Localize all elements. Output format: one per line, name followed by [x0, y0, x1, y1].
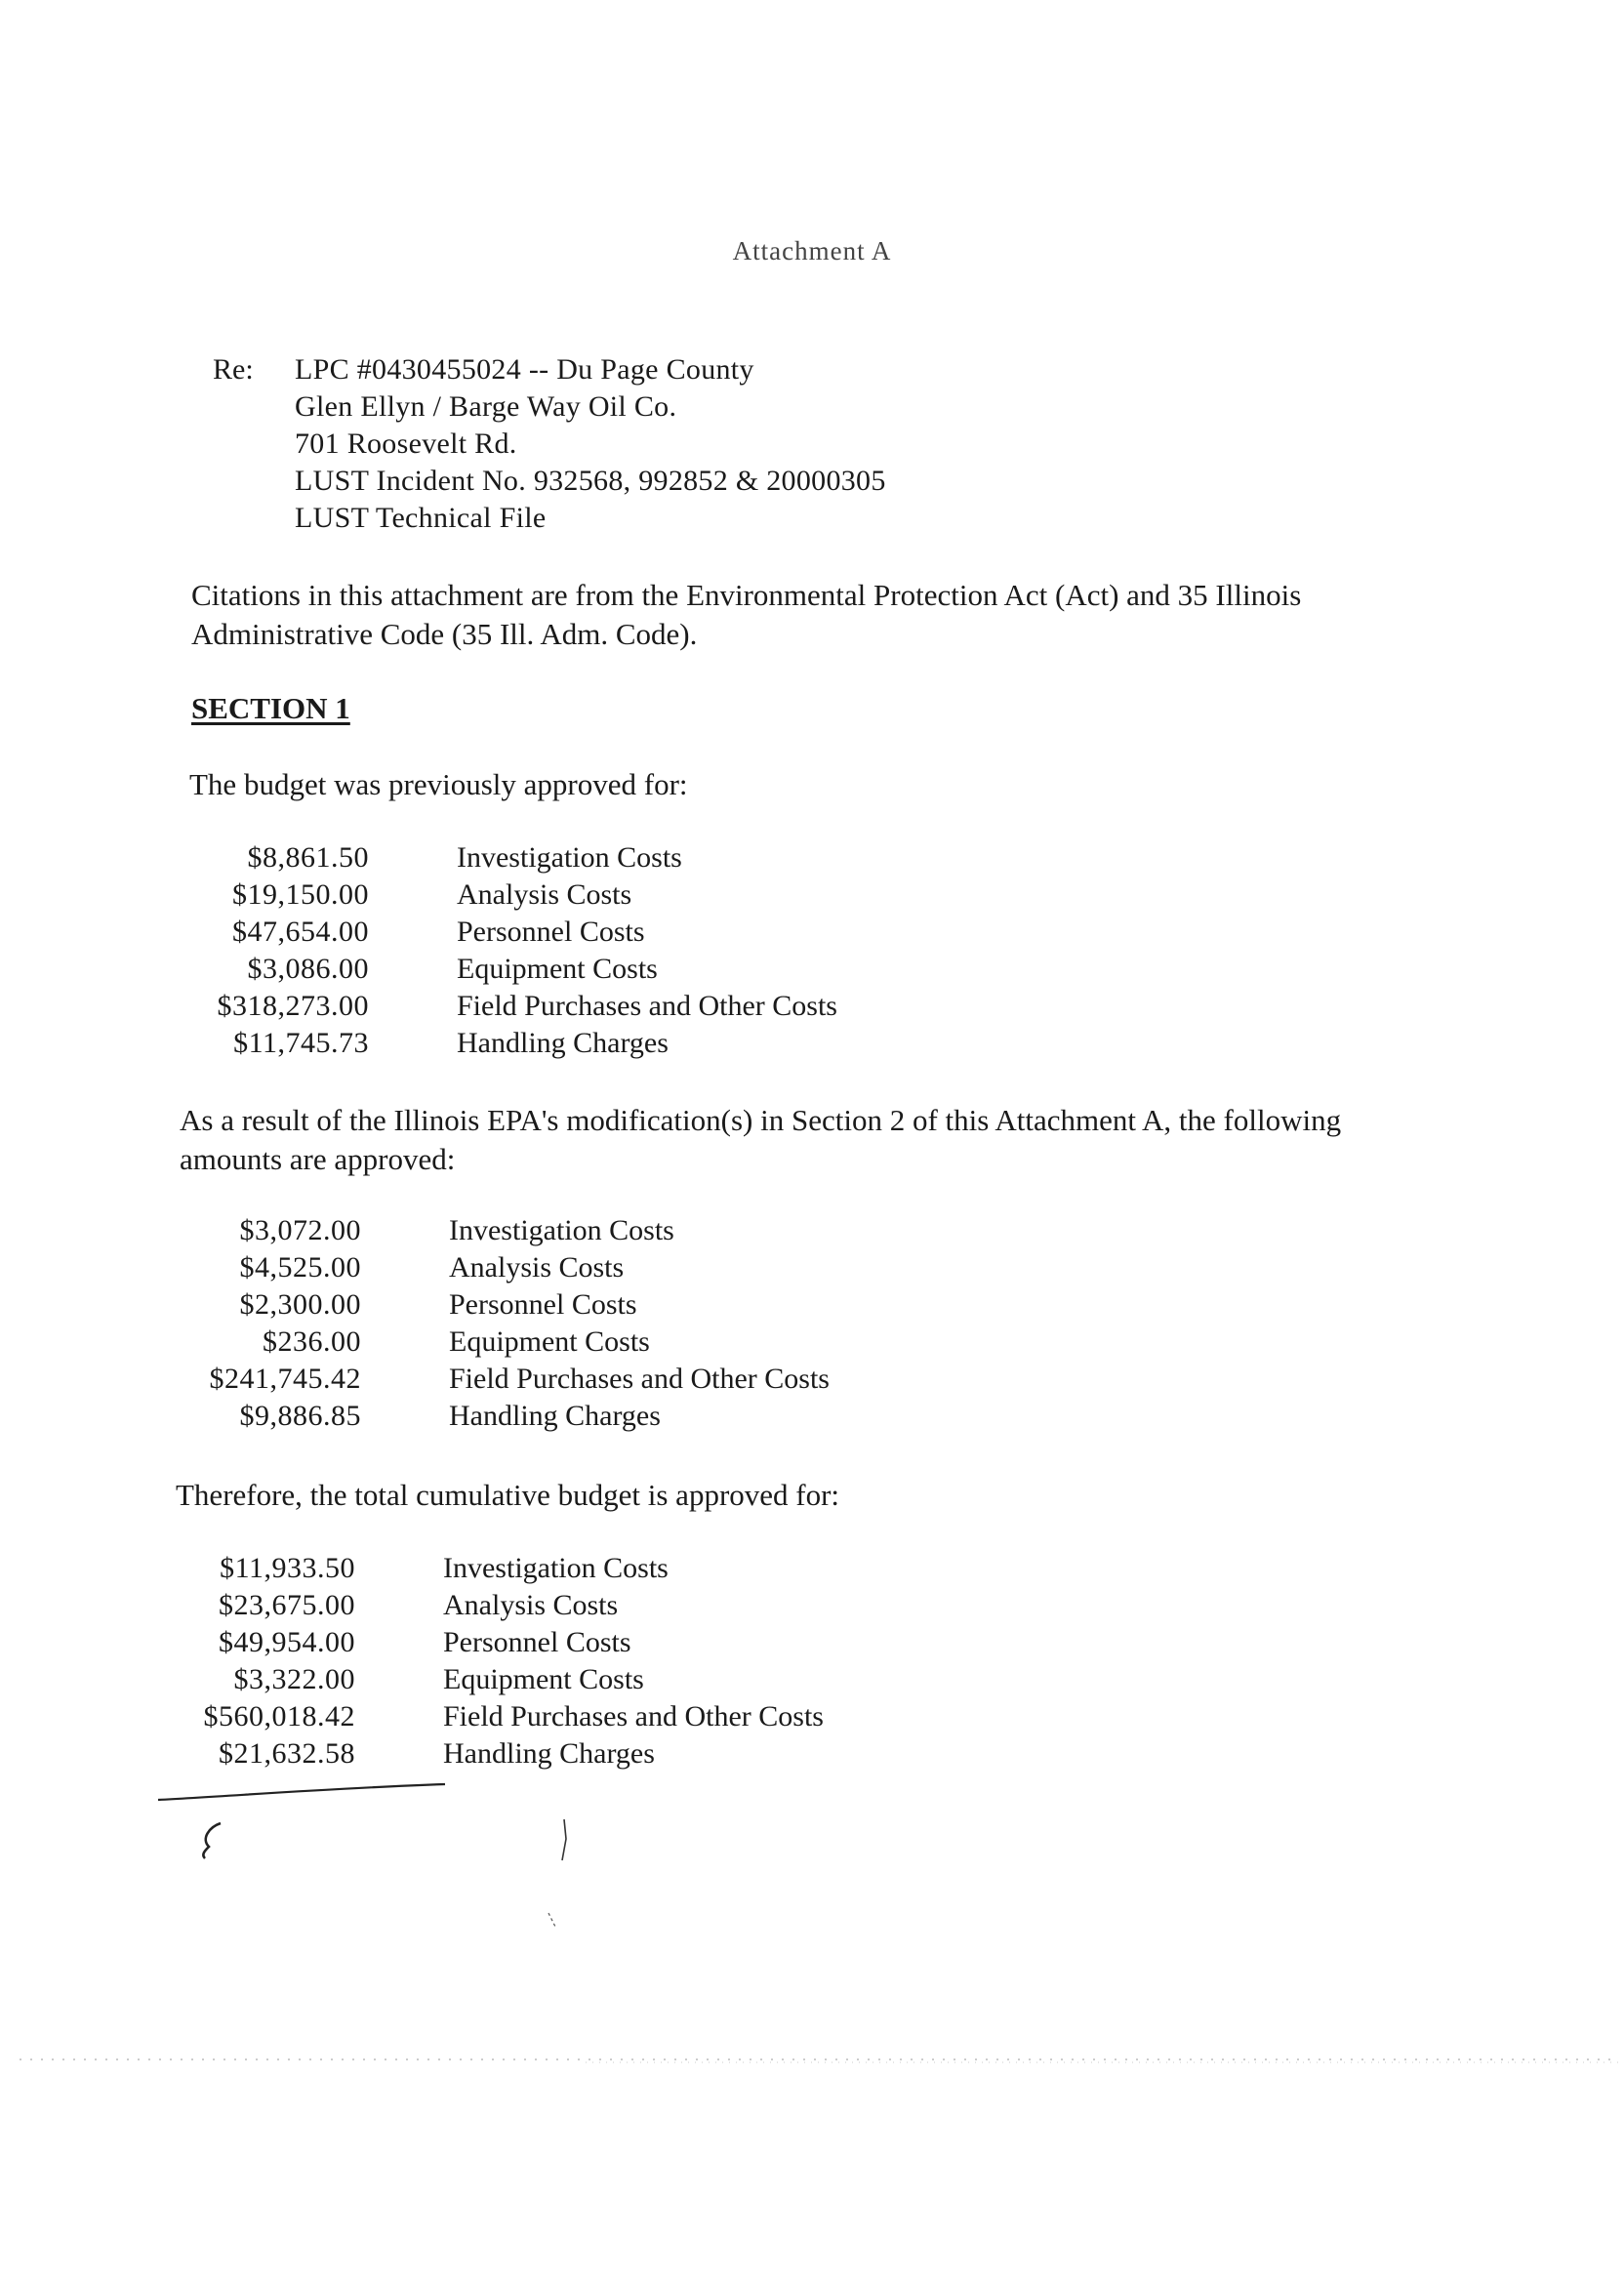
modification-line-1: As a result of the Illinois EPA's modification(s) in Section 2 of this Attachment A, the following — [180, 1103, 1342, 1137]
total-label-personnel: Personnel Costs — [443, 1626, 631, 1658]
previous-label-investigation: Investigation Costs — [457, 841, 682, 874]
re-line-lpc: LPC #0430455024 -- Du Page County — [295, 353, 754, 386]
total-amount-personnel: $49,954.00 — [219, 1626, 355, 1658]
re-label: Re: — [213, 353, 254, 386]
approved-label-analysis: Analysis Costs — [449, 1251, 625, 1284]
previous-amount-personnel: $47,654.00 — [232, 916, 369, 948]
approved-amount-equipment: $236.00 — [263, 1325, 361, 1358]
previous-amount-analysis: $19,150.00 — [232, 878, 369, 911]
total-label-equipment: Equipment Costs — [443, 1663, 644, 1695]
approved-label-equipment: Equipment Costs — [449, 1325, 650, 1358]
citations-line-2: Administrative Code (35 Ill. Adm. Code). — [191, 617, 698, 651]
approved-amount-investigation: $3,072.00 — [239, 1214, 361, 1246]
previous-amount-field-purchases: $318,273.00 — [217, 990, 369, 1022]
citations-line-1: Citations in this attachment are from the Environmental Protection Act (Act) and 35 Illinois — [191, 578, 1302, 612]
previous-amount-handling: $11,745.73 — [233, 1027, 369, 1059]
previous-label-handling: Handling Charges — [457, 1027, 669, 1059]
total-amount-analysis: $23,675.00 — [219, 1589, 355, 1621]
previous-label-field-purchases: Field Purchases and Other Costs — [457, 990, 837, 1022]
re-line-file: LUST Technical File — [295, 502, 547, 534]
handwritten-underline-mark — [156, 1778, 449, 1808]
total-label-analysis: Analysis Costs — [443, 1589, 619, 1621]
modification-line-2: amounts are approved: — [180, 1142, 456, 1176]
total-label-handling: Handling Charges — [443, 1737, 655, 1770]
approved-label-personnel: Personnel Costs — [449, 1288, 637, 1321]
total-amount-handling: $21,632.58 — [219, 1737, 355, 1770]
previous-intro: The budget was previously approved for: — [189, 767, 688, 801]
total-amount-field-purchases: $560,018.42 — [203, 1700, 355, 1732]
approved-amount-field-purchases: $241,745.42 — [209, 1363, 361, 1395]
re-line-incident: LUST Incident No. 932568, 992852 & 20000305 — [295, 465, 886, 497]
previous-label-equipment: Equipment Costs — [457, 953, 658, 985]
total-amount-investigation: $11,933.50 — [220, 1552, 355, 1584]
total-intro: Therefore, the total cumulative budget is approved for: — [176, 1478, 840, 1512]
re-line-site: Glen Ellyn / Barge Way Oil Co. — [295, 390, 677, 423]
scan-noise-line — [0, 2050, 1624, 2069]
approved-amount-personnel: $2,300.00 — [239, 1288, 361, 1321]
total-amount-equipment: $3,322.00 — [233, 1663, 355, 1695]
approved-label-handling: Handling Charges — [449, 1400, 661, 1432]
approved-label-investigation: Investigation Costs — [449, 1214, 674, 1246]
handwritten-initial-mark — [191, 1817, 240, 1866]
previous-label-personnel: Personnel Costs — [457, 916, 645, 948]
re-line-address: 701 Roosevelt Rd. — [295, 428, 517, 460]
previous-amount-equipment: $3,086.00 — [247, 953, 369, 985]
previous-amount-investigation: $8,861.50 — [247, 841, 369, 874]
approved-amount-analysis: $4,525.00 — [239, 1251, 361, 1284]
pen-stray-mark — [537, 1815, 576, 1942]
page-title: Attachment A — [732, 236, 892, 265]
previous-label-analysis: Analysis Costs — [457, 878, 632, 911]
approved-label-field-purchases: Field Purchases and Other Costs — [449, 1363, 830, 1395]
total-label-investigation: Investigation Costs — [443, 1552, 669, 1584]
total-label-field-purchases: Field Purchases and Other Costs — [443, 1700, 824, 1732]
section-heading: SECTION 1 — [191, 691, 350, 725]
approved-amount-handling: $9,886.85 — [239, 1400, 361, 1432]
